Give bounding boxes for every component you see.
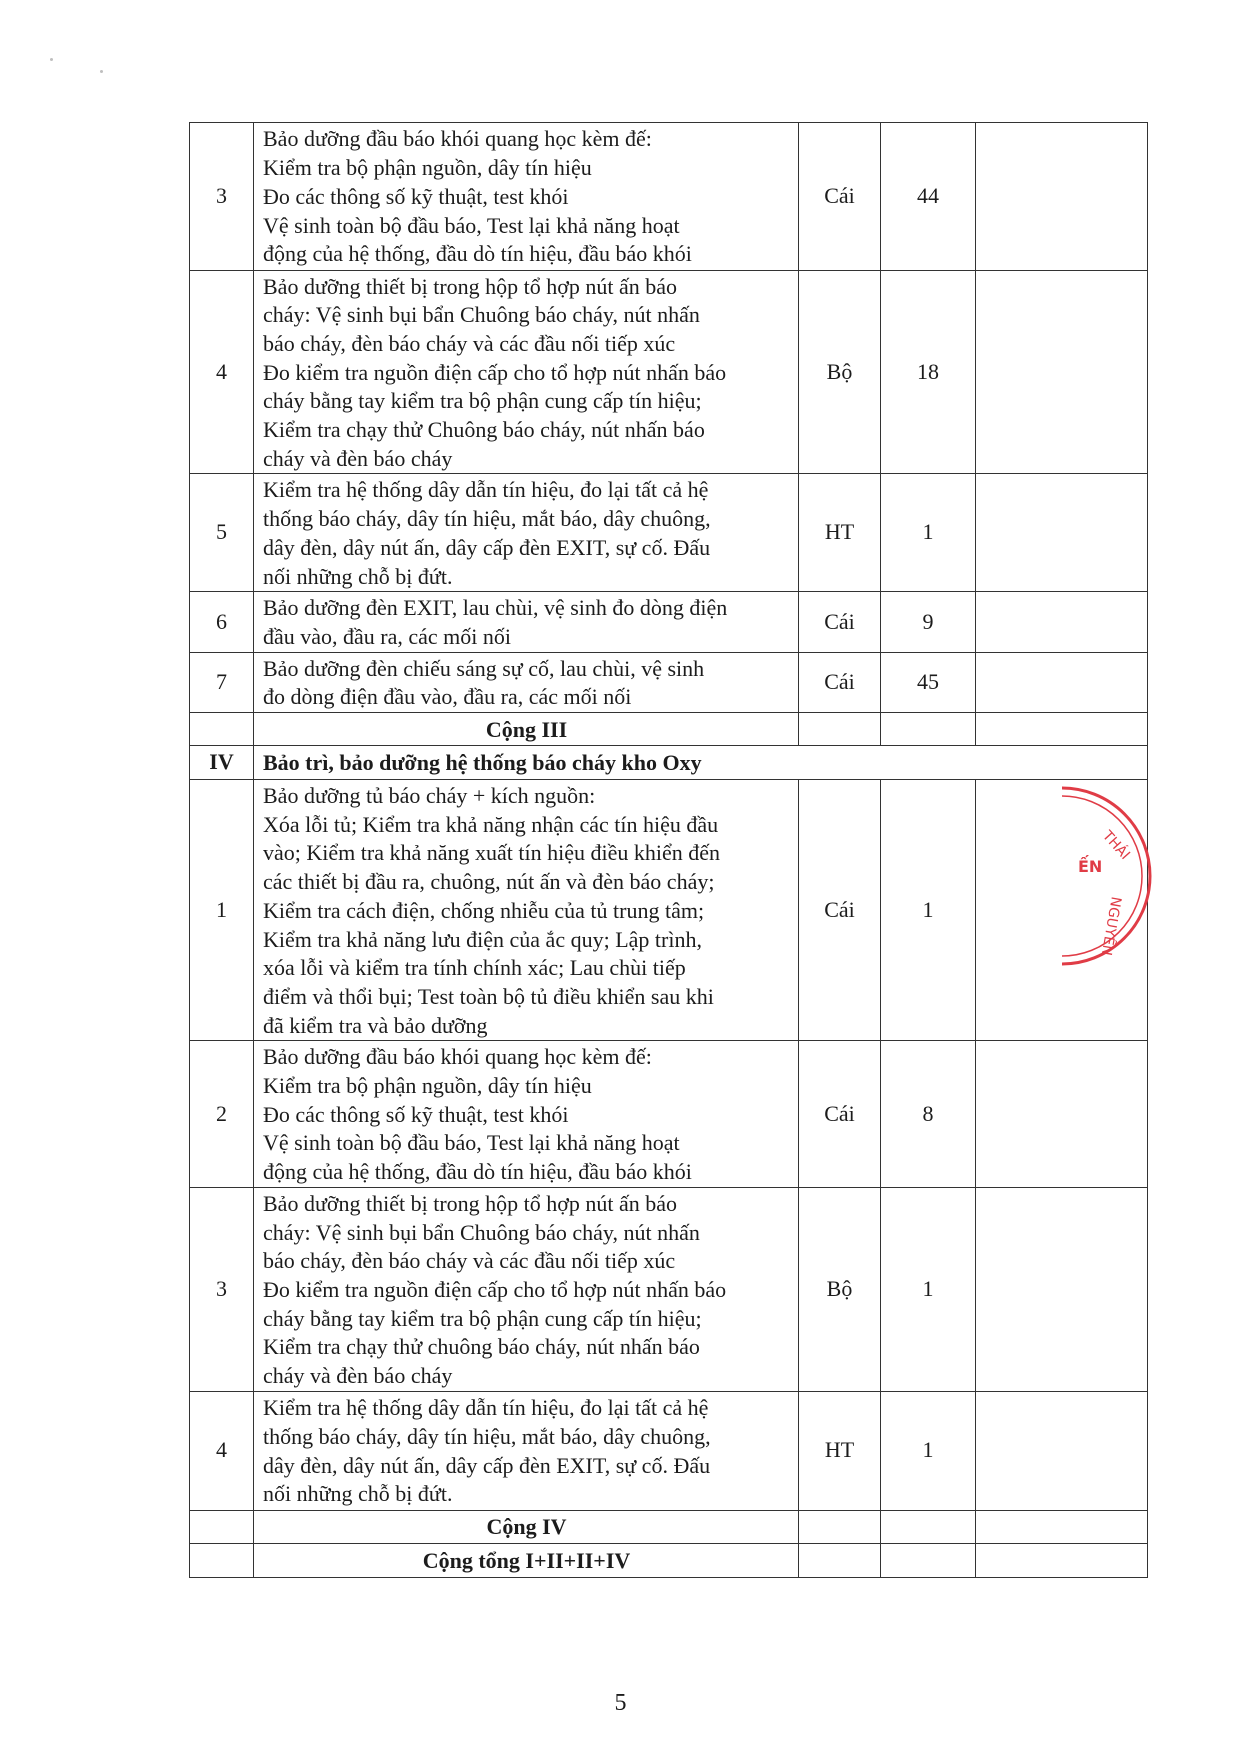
table-row: [190, 652, 1148, 712]
table-row: [190, 1041, 1148, 1188]
description-line: cháy và đèn báo cháy: [263, 1363, 453, 1389]
unit-cell: [799, 1510, 881, 1543]
description-line: Kiểm tra cách điện, chống nhiễu của tủ trung tâm;: [263, 897, 705, 923]
unit-cell: Bộ: [799, 270, 881, 474]
description-line: cháy: Vệ sinh bụi bẩn Chuông báo cháy, nút nhấn: [263, 302, 700, 328]
note-cell: [976, 713, 1148, 746]
unit-cell: Cái: [799, 1041, 881, 1188]
description-cell: [254, 123, 799, 271]
unit-cell: Cái: [799, 592, 881, 652]
description-line: Đo các thông số kỹ thuật, test khói: [263, 1101, 569, 1127]
description-line: Bảo dưỡng đèn chiếu sáng sự cố, lau chùi, vệ sinh: [263, 655, 705, 681]
description-line: Kiểm tra chạy thử Chuông báo cháy, nút nhấn báo: [263, 417, 705, 443]
description-line: các thiết bị đầu ra, chuông, nút ấn và đèn báo cháy;: [263, 869, 715, 895]
description-line: Kiểm tra bộ phận nguồn, dây tín hiệu: [263, 1073, 592, 1099]
description-line: dây đèn, dây nút ấn, dây cấp đèn EXIT, sự cố. Đấu: [263, 534, 711, 560]
description-line: Kiểm tra chạy thử chuông báo cháy, nút nhấn báo: [263, 1334, 700, 1360]
note-cell: [976, 474, 1148, 592]
description-line: Kiểm tra hệ thống dây dẫn tín hiệu, đo lại tất cả hệ: [263, 477, 709, 503]
note-cell: [976, 592, 1148, 652]
section-number-cell: IV: [190, 746, 254, 780]
note-cell: [976, 1510, 1148, 1543]
description-line: cháy bằng tay kiểm tra bộ phận cung cấp tín hiệu;: [263, 388, 702, 414]
row-number-cell: 4: [190, 270, 254, 474]
total-row: [190, 713, 1148, 746]
note-cell: [976, 1391, 1148, 1510]
quantity-cell: [881, 1510, 976, 1543]
description-line: Bảo dưỡng thiết bị trong hộp tổ hợp nút ấn báo: [263, 1190, 678, 1216]
unit-cell: HT: [799, 1391, 881, 1510]
row-number-cell: 5: [190, 474, 254, 592]
description-line: Vệ sinh toàn bộ đầu báo, Test lại khả năng hoạt: [263, 212, 680, 238]
table-row: [190, 780, 1148, 1041]
description-line: Bảo dưỡng đầu báo khói quang học kèm đế:: [263, 126, 652, 152]
description-line: vào; Kiểm tra khả năng xuất tín hiệu điều khiển đến: [263, 840, 720, 866]
total-label-cell: Cộng tổng I+II+II+IV: [254, 1543, 799, 1577]
quantity-cell: 8: [881, 1041, 976, 1188]
description-cell: [254, 780, 799, 1041]
stamp-seal-icon: [1062, 776, 1154, 976]
description-line: thống báo cháy, dây tín hiệu, mắt báo, dây chuông,: [263, 1424, 711, 1449]
svg-text:THÁI: THÁI: [1099, 827, 1133, 864]
description-line: đầu vào, đầu ra, các mối nối: [263, 623, 512, 649]
description-line: Bảo dưỡng thiết bị trong hộp tổ hợp nút ấn báo: [263, 273, 678, 299]
description-line: nối những chỗ bị đứt.: [263, 563, 453, 589]
note-cell: [976, 1187, 1148, 1391]
quantity-cell: 18: [881, 270, 976, 474]
description-line: nối những chỗ bị đứt.: [263, 1481, 453, 1507]
note-cell: [976, 1041, 1148, 1188]
quantity-cell: 1: [881, 780, 976, 1041]
description-line: dây đèn, dây nút ấn, dây cấp đèn EXIT, sự cố. Đấu: [263, 1452, 711, 1478]
description-cell: [254, 1391, 799, 1510]
description-line: động của hệ thống, đầu dò tín hiệu, đầu báo khói: [263, 241, 692, 267]
description-line: Đo kiểm tra nguồn điện cấp cho tổ hợp nút nhấn báo: [263, 359, 727, 385]
quantity-cell: 44: [881, 123, 976, 271]
description-line: Vệ sinh toàn bộ đầu báo, Test lại khả năng hoạt: [263, 1130, 680, 1156]
row-number-cell: 1: [190, 780, 254, 1041]
table-row: [190, 270, 1148, 474]
unit-cell: Cái: [799, 780, 881, 1041]
description-line: Kiểm tra khả năng lưu điện của ắc quy; Lập trình,: [263, 926, 702, 952]
table-row: [190, 1187, 1148, 1391]
description-line: Kiểm tra bộ phận nguồn, dây tín hiệu: [263, 155, 592, 181]
description-line: thống báo cháy, dây tín hiệu, mắt báo, dây chuông,: [263, 506, 711, 532]
svg-text:ẾN: ẾN: [1078, 857, 1103, 876]
description-cell: [254, 474, 799, 592]
row-number-cell: [190, 713, 254, 746]
description-line: cháy bằng tay kiểm tra bộ phận cung cấp tín hiệu;: [263, 1305, 702, 1331]
unit-cell: Cái: [799, 652, 881, 712]
svg-text:NGUYÊN: NGUYÊN: [1097, 895, 1124, 957]
description-line: Bảo dưỡng đèn EXIT, lau chùi, vệ sinh đo dòng điện: [263, 595, 728, 621]
note-cell: [976, 652, 1148, 712]
quantity-cell: 9: [881, 592, 976, 652]
unit-cell: [799, 1543, 881, 1577]
unit-cell: Cái: [799, 123, 881, 271]
row-number-cell: 3: [190, 123, 254, 271]
description-line: Xóa lỗi tủ; Kiểm tra khả năng nhận các tín hiệu đầu: [263, 811, 719, 837]
description-line: đo dòng điện đầu vào, đầu ra, các mối nối: [263, 684, 632, 710]
description-line: báo cháy, đèn báo cháy và các đầu nối tiếp xúc: [263, 330, 676, 356]
quantity-cell: 1: [881, 1187, 976, 1391]
quantity-cell: 1: [881, 474, 976, 592]
row-number-cell: 6: [190, 592, 254, 652]
red-stamp: [1062, 776, 1154, 976]
unit-cell: HT: [799, 474, 881, 592]
table-row: [190, 123, 1148, 271]
quantity-table-container: [189, 122, 1147, 1578]
unit-cell: [799, 713, 881, 746]
row-number-cell: [190, 1510, 254, 1543]
description-line: Bảo dưỡng đầu báo khói quang học kèm đế:: [263, 1044, 652, 1070]
description-line: đã kiểm tra và bảo dưỡng: [263, 1012, 488, 1038]
scan-speck: [100, 70, 103, 73]
scan-speck: [50, 58, 53, 61]
note-cell: [976, 123, 1148, 271]
description-line: cháy: Vệ sinh bụi bẩn Chuông báo cháy, nút nhấn: [263, 1219, 700, 1245]
maintenance-quantity-table: [189, 122, 1148, 1578]
row-number-cell: 2: [190, 1041, 254, 1188]
total-label-cell: Cộng III: [254, 713, 799, 746]
quantity-cell: 1: [881, 1391, 976, 1510]
description-cell: [254, 270, 799, 474]
table-row: [190, 592, 1148, 652]
description-line: báo cháy, đèn báo cháy và các đầu nối tiếp xúc: [263, 1248, 676, 1274]
description-line: Đo các thông số kỹ thuật, test khói: [263, 183, 569, 209]
description-line: Đo kiểm tra nguồn điện cấp cho tổ hợp nút nhấn báo: [263, 1277, 727, 1302]
table-row: [190, 1391, 1148, 1510]
description-cell: [254, 652, 799, 712]
table-body: [190, 123, 1148, 1578]
description-line: động của hệ thống, đầu dò tín hiệu, đầu báo khói: [263, 1159, 692, 1185]
section-title-cell: Bảo trì, bảo dưỡng hệ thống báo cháy kho Oxy: [254, 746, 1148, 780]
quantity-cell: [881, 713, 976, 746]
description-line: điểm và thổi bụi; Test toàn bộ tủ điều khiển sau khi: [263, 983, 714, 1009]
row-number-cell: 3: [190, 1187, 254, 1391]
unit-cell: Bộ: [799, 1187, 881, 1391]
quantity-cell: 45: [881, 652, 976, 712]
row-number-cell: [190, 1543, 254, 1577]
total-row: [190, 1510, 1148, 1543]
section-row: [190, 746, 1148, 780]
description-line: cháy và đèn báo cháy: [263, 445, 453, 471]
description-line: Kiểm tra hệ thống dây dẫn tín hiệu, đo lại tất cả hệ: [263, 1395, 709, 1421]
total-row: [190, 1543, 1148, 1577]
quantity-cell: [881, 1543, 976, 1577]
description-cell: [254, 1187, 799, 1391]
table-row: [190, 474, 1148, 592]
description-line: xóa lỗi và kiểm tra tính chính xác; Lau chùi tiếp: [263, 955, 686, 981]
description-line: Bảo dưỡng tủ báo cháy + kích nguồn:: [263, 783, 596, 809]
row-number-cell: 4: [190, 1391, 254, 1510]
description-cell: [254, 1041, 799, 1188]
row-number-cell: 7: [190, 652, 254, 712]
page-number: 5: [614, 1690, 627, 1716]
description-cell: [254, 592, 799, 652]
total-label-cell: Cộng IV: [254, 1510, 799, 1543]
note-cell: [976, 1543, 1148, 1577]
note-cell: [976, 270, 1148, 474]
